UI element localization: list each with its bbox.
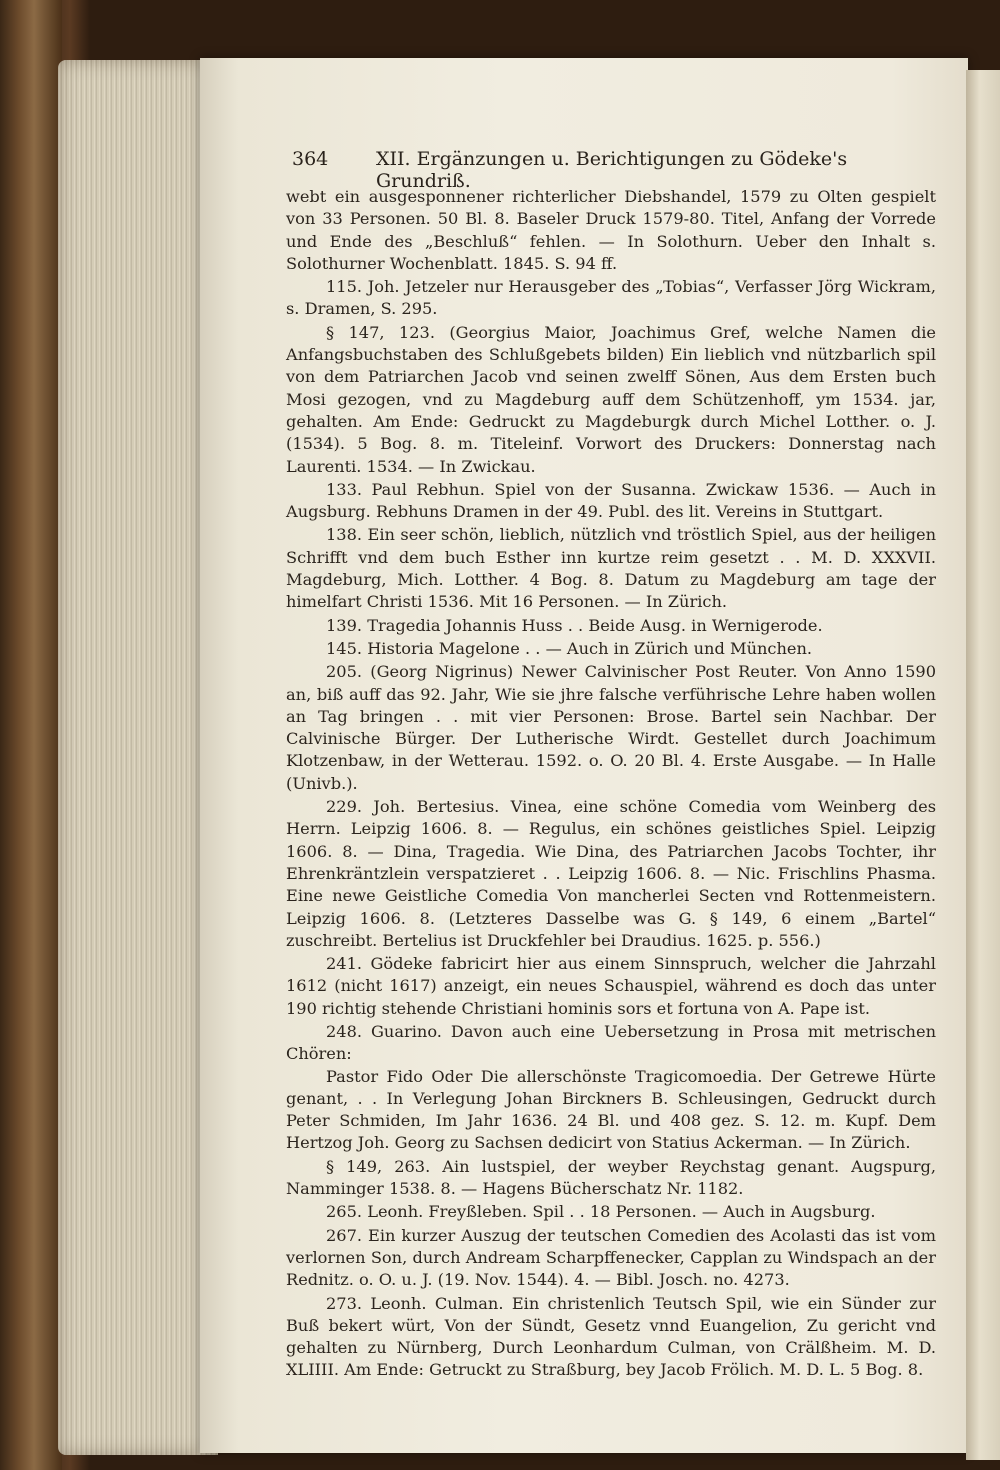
paragraph-entry-147-123: § 147, 123. (Georgius Maior, Joachimus Gref, welche Namen die Anfangsbuchstaben des Schlußgebets bilden) Ein lieblich vnd nützbarlich spil von dem Patriarchen Jacob vnd seinen zwelff Sönen, Aus dem Ersten buch Mosi gezogen, vnd zu Magdeburg auff dem Schützenhoff, ym 1534. jar, gehalten. Am Ende: Gedruckt zu Magdeburgk durch Michel Lotther. o. J. (1534). 5 Bog. 8. m. Titeleinf. Vorwort des Druckers: Donnerstag nach Laurenti. 1534. — In Zwickau. (286, 322, 936, 476)
page-edges (58, 60, 218, 1455)
paragraph-entry-229: 229. Joh. Bertesius. Vinea, eine schöne Comedia vom Weinberg des Herrn. Leipzig 1606. 8. — Regulus, ein schönes geistliches Spiel. Leipzig 1606. 8. — Dina, Tragedia. Wie Dina, des Patriarchen Jacobs Tochter, ihr Ehrenkräntzlein verspatzieret . . Leipzig 1606. 8. — Nic. Frischlins Phasma. Eine newe Geistliche Comedia Von mancherlei Secten vnd Rottenmeistern. Leipzig 1606. 8. (Letzteres Dasselbe was G. § 149, 6 einem „Bartel“ zuschreibt. Bertelius ist Druckfehler bei Draudius. 1625. p. 556.) (286, 797, 936, 950)
paragraph-entry-248-title: Pastor Fido Oder Die allerschönste Tragicomoedia. Der Getrewe Hürte genant, . . In Verlegung Johan Birckners B. Schleusingen, Gedruckt durch Peter Schmiden, Im Jahr 1636. 24 Bl. und 408 gez. S. 12. m. Kupf. Dem Hertzog Joh. Georg zu Sachsen dedicirt von Statius Ackerman. — In Zürich. (286, 1066, 936, 1153)
paragraph-entry-149-263: § 149, 263. Ain lustspiel, der weyber Reychstag genant. Augspurg, Namminger 1538. 8. — Hagens Bücherschatz Nr. 1182. (286, 1156, 936, 1199)
book-spine (0, 0, 62, 1470)
paragraph-entry-241: 241. Gödeke fabricirt hier aus einem Sinnspruch, welcher die Jahrzahl 1612 (nicht 1617) anzeigt, ein neues Schauspiel, während es doch das unter 190 richtig stehende Christiani hominis sors et fortuna von A. Pape ist. (286, 954, 936, 1018)
paragraph-entry-248: 248. Guarino. Davon auch eine Uebersetzung in Prosa mit metrischen Chören: (286, 1021, 936, 1064)
paragraph-entry-205: 205. (Georg Nigrinus) Newer Calvinischer Post Reuter. Von Anno 1590 an, biß auff das 92. Jahr, Wie sie jhre falsche verführische Lehre haben wollen an Tag bringen . . mit vier Personen: Brose. Bartel sein Nachbar. Der Calvinische Bürger. Der Lutherische Wirdt. Gestellet durch Joachimum Klotzenbaw, in der Wetterau. 1592. o. O. 20 Bl. 4. Erste Ausgabe. — In Halle (Univb.). (286, 662, 936, 793)
paragraph-continuation: webt ein ausgesponnener richterlicher Diebshandel, 1579 zu Olten gespielt von 33 Personen. 50 Bl. 8. Baseler Druck 1579-80. Titel, Anfang der Vorrede und Ende des „Beschluß“ fehlen. — In Solothurn. Ueber den Inhalt s. Solothurner Wochenblatt. 1845. S. 94 ff. (286, 187, 936, 273)
paragraph-entry-115: 115. Joh. Jetzeler nur Herausgeber des „Tobias“, Verfasser Jörg Wickram, s. Dramen, S. 295. (286, 277, 936, 319)
running-title: XII. Ergänzungen u. Berichtigungen zu Gödeke's Grundriß. (376, 148, 848, 192)
paragraph-entry-133: 133. Paul Rebhun. Spiel von der Susanna. Zwickaw 1536. — Auch in Augsburg. Rebhuns Dramen in der 49. Publ. des lit. Vereins in Stuttgart. (286, 479, 936, 522)
paragraph-entry-265: 265. Leonh. Freyßleben. Spil . . 18 Personen. — Auch in Augsburg. (326, 1202, 876, 1222)
paragraph-entry-273: 273. Leonh. Culman. Ein christenlich Teutsch Spil, wie ein Sünder zur Buß bekert würt, Von der Sündt, Gesetz vnnd Euangelion, Zu gericht vnd gehalten zu Nürnberg, Durch Leonhardum Culman, von Crälßheim. M. D. XLIIII. Am Ende: Getruckt zu Straßburg, bey Jacob Frölich. M. D. L. 5 Bog. 8. (286, 1293, 936, 1380)
page-number: 364 (292, 148, 329, 170)
paragraph-entry-139: 139. Tragedia Johannis Huss . . Beide Ausg. in Wernigerode. (326, 615, 823, 635)
facing-page-edge (966, 70, 1000, 1460)
paragraph-entry-145: 145. Historia Magelone . . — Auch in Zürich und München. (326, 638, 813, 658)
page-body (286, 186, 936, 1382)
paragraph-entry-267: 267. Ein kurzer Auszug der teutschen Comedien des Acolasti das ist vom verlornen Son, durch Andream Scharpffenecker, Capplan zu Windspach an der Rednitz. o. O. u. J. (19. Nov. 1544). 4. — Bibl. Josch. no. 4273. (286, 1225, 936, 1290)
page-header (292, 148, 932, 192)
paragraph-entry-138: 138. Ein seer schön, lieblich, nützlich vnd tröstlich Spiel, aus der heiligen Schrifft vnd dem buch Esther inn kurtze reim gesetzt . . M. D. XXXVII. Magdeburg, Mich. Lotther. 4 Bog. 8. Datum zu Magdeburg am tage der himelfart Christi 1536. Mit 16 Personen. — In Zürich. (286, 525, 936, 612)
